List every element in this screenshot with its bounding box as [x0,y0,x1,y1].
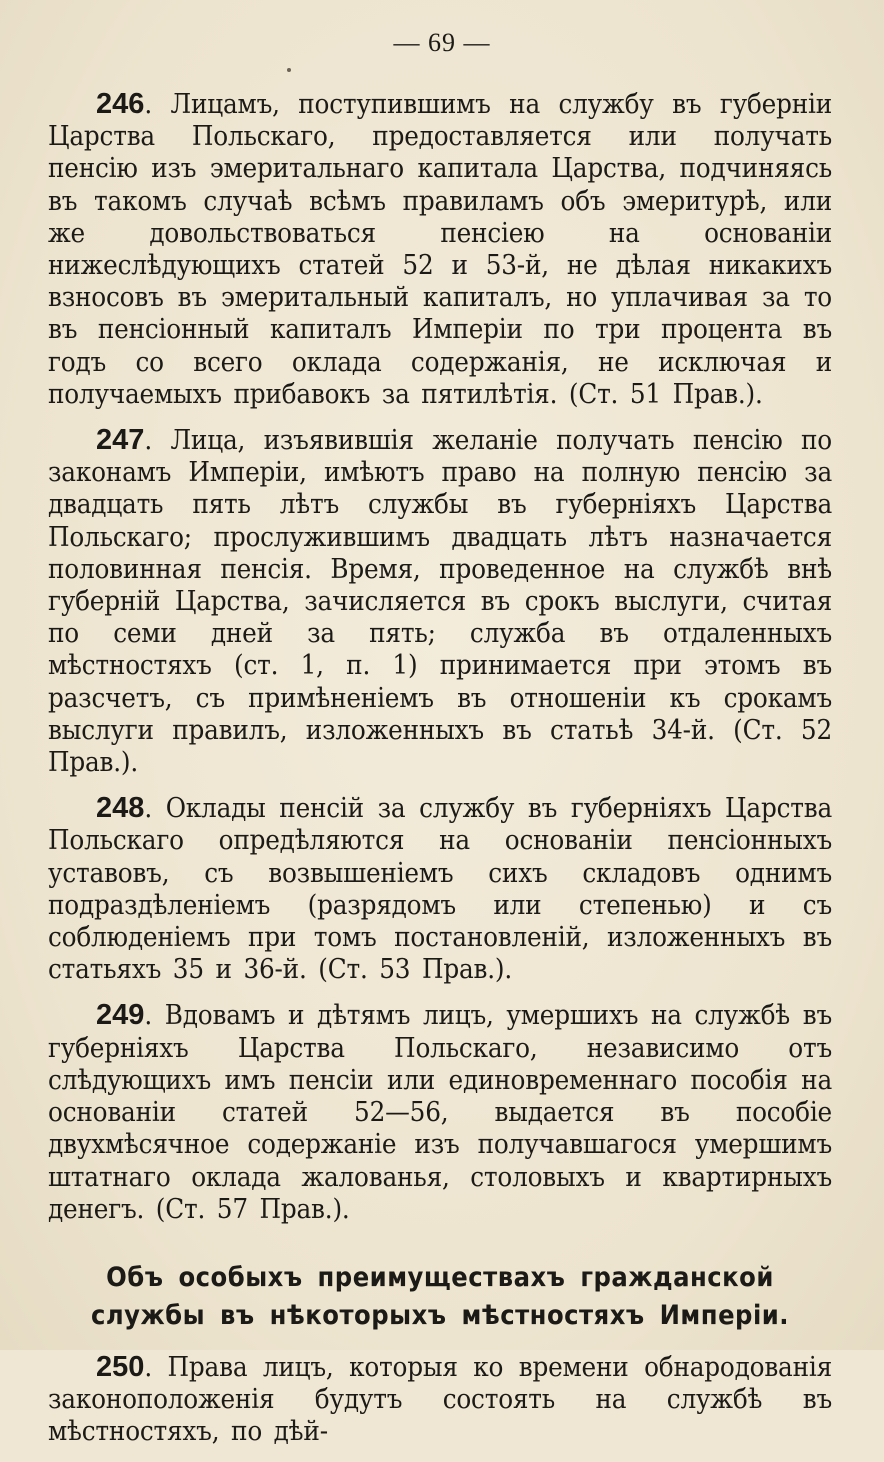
paragraph-247 [48,424,832,778]
paragraph-text: . Лица, изъявившія желаніе получать пенсію по законамъ Имперіи, имѣютъ право на полную пенсію за двадцать пять лѣтъ службы въ губерніяхъ Царства Польскаго; прослужившимъ двадцать лѣтъ назначается половинная пенсія. Время, проведенное на службѣ внѣ губерній Царства, зачисляется въ срокъ выслуги, считая по семи дней за пять; служба въ отдаленныхъ мѣстностяхъ (ст. 1, п. 1) принимается при этомъ въ разсчетъ, съ примѣненіемъ въ отношеніи къ срокамъ выслуги правилъ, изложенныхъ въ статьѣ 34-й. (Ст. 52 Прав.). [48,424,832,779]
paragraph-text: . Оклады пенсій за службу въ губерніяхъ Царства Польскаго опредѣляются на основаніи пенсіонныхъ уставовъ, съ возвышеніемъ сихъ складовъ однимъ подраздѣленіемъ (разрядомъ или степенью) и съ соблюденіемъ при томъ постановленій, изложенныхъ въ статьяхъ 35 и 36-й. (Ст. 53 Прав.). [48,792,832,986]
speck [287,68,291,72]
paragraph-text: . Лицамъ, поступившимъ на службу въ губерніи Царства Польскаго, предоставляется или получать пенсію изъ эмеритальнаго капитала Царства, подчиняясь въ такомъ случаѣ всѣмъ правиламъ объ эмеритурѣ, или же довольствоваться пенсіею на основаніи нижеслѣдующихъ статей 52 и 53-й, не дѣлая никакихъ взносовъ въ эмеритальный капиталъ, но уплачивая за то въ пенсіонный капиталъ Имперіи по три процента въ годъ со всего оклада содержанія, не исключая и получаемыхъ прибавокъ за пятилѣтія. (Ст. 51 Прав.). [48,88,832,410]
article-number: 248 [96,792,145,825]
article-number: 246 [96,88,145,120]
paragraph-248 [48,792,832,985]
section-heading: Объ особыхъ преимуществахъ гражданской службы въ нѣкоторыхъ мѣстностяхъ Имперіи. [90,1261,790,1331]
paragraph-249 [48,999,832,1224]
article-number: 249 [96,999,145,1032]
document-body [48,88,832,1462]
page-number: — 69 — [393,28,491,57]
paragraph-text: . Права лицъ, которыя ко времени обнародованія законоположенія будутъ состоять на службѣ въ мѣстностяхъ, по дѣй- [48,1350,832,1448]
paragraph-246 [48,88,832,410]
paragraph-text: . Вдовамъ и дѣтямъ лицъ, умершихъ на службѣ въ губерніяхъ Царства Польскаго, независимо отъ слѣдующихъ имъ пенсіи или единовременнаго пособія на основаніи статей 52—56, выдается въ пособіе двухмѣсячное содержаніе изъ получавшагося умершимъ штатнаго оклада жалованья, столовыхъ и квартирныхъ денегъ. (Ст. 57 Прав.). [48,999,832,1225]
article-number: 247 [96,424,145,457]
article-number: 250 [96,1350,145,1383]
paragraph-250 [48,1351,832,1448]
